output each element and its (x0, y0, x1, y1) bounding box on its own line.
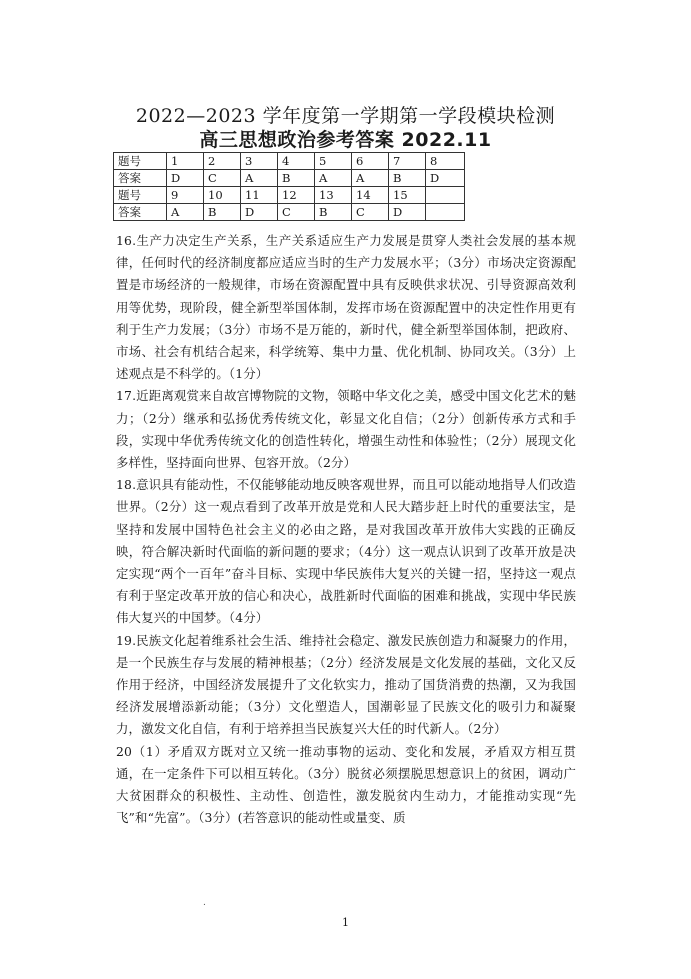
table-cell: 7 (389, 153, 426, 170)
table-row (114, 204, 465, 221)
table-cell: 13 (315, 187, 352, 204)
answer-q18: 18.意识具有能动性，不仅能够能动地反映客观世界，而且可以能动地指导人们改造世界。（2分）这一观点看到了改革开放是党和人民大踏步赶上时代的重要法宝，是坚持和发展中国特色社会主义的必由之路，是对我国改革开放伟大实践的正确反映，符合解决新时代面临的新问题的要求；（4分）这一观点认识到了改革开放是决定实现“两个一百年”奋斗目标、实现中华民族伟大复兴的关键一招，坚持这一观点有利于坚定改革开放的信心和决心，战胜新时代面临的困难和挑战，实现中华民族伟大复兴的中国梦。（4分） (116, 477, 576, 626)
table-header-cell: 答案 (114, 204, 167, 221)
table-header-cell: 题号 (114, 153, 167, 170)
answer-key-title: 高三思想政治参考答案 2022.11 (199, 129, 492, 151)
table-cell: 12 (278, 187, 315, 204)
table-row (114, 153, 465, 170)
table-cell: D (426, 170, 465, 187)
table-header-cell: 答案 (114, 170, 167, 187)
table-cell: 6 (352, 153, 389, 170)
table-cell: 15 (389, 187, 426, 204)
table-cell: 11 (241, 187, 278, 204)
table-cell: D (241, 204, 278, 221)
table-row (114, 170, 465, 187)
table-cell: C (278, 204, 315, 221)
table-cell: C (352, 204, 389, 221)
answer-q20: 20（1）矛盾双方既对立又统一推动事物的运动、变化和发展，矛盾双方相互贯通，在一定条件下可以相互转化。（3分）脱贫必须摆脱思想意识上的贫困，调动广大贫困群众的积极性、主动性、创造性，激发脱贫内生动力，才能推动实现“先飞”和“先富”。（3分）(若答意识的能动性或量变、质 (116, 743, 576, 826)
table-cell: 14 (352, 187, 389, 204)
table-cell: 2 (204, 153, 241, 170)
table-cell: 3 (241, 153, 278, 170)
table-header-cell: 题号 (114, 187, 167, 204)
table-cell: 10 (204, 187, 241, 204)
table-cell: C (204, 170, 241, 187)
table-cell: D (167, 170, 204, 187)
answer-q16: 16.生产力决定生产关系，生产关系适应生产力发展是贯穿人类社会发展的基本规律，任何时代的经济制度都应适应当时的生产力发展水平；（3分）市场决定资源配置是市场经济的一般规律，市场在资源配置中具有反映供求状况、引导资源高效利用等优势，现阶段，健全新型举国体制，发挥市场在资源配置中的决定性作用更有利于生产力发展；（3分）市场不是万能的，新时代，健全新型举国体制，把政府、市场、社会有机结合起来，科学统筹、集中力量、优化机制、协同攻关。（3分）上述观点是不科学的。（1分） (116, 233, 576, 382)
table-cell: A (241, 170, 278, 187)
table-cell: 5 (315, 153, 352, 170)
table-cell: 1 (167, 153, 204, 170)
exam-title: 2022—2023 学年度第一学期第一学段模块检测 (135, 105, 556, 127)
table-cell: 9 (167, 187, 204, 204)
table-cell: A (315, 170, 352, 187)
table-cell: B (204, 204, 241, 221)
table-cell: B (389, 170, 426, 187)
table-cell: B (278, 170, 315, 187)
stray-dot: . (203, 898, 206, 908)
table-cell: 8 (426, 153, 465, 170)
table-cell: 4 (278, 153, 315, 170)
table-cell: A (167, 204, 204, 221)
page-number: 1 (342, 916, 349, 929)
table-cell: B (315, 204, 352, 221)
table-cell (426, 187, 465, 204)
answer-body (116, 230, 576, 829)
table-cell: A (352, 170, 389, 187)
table-cell (426, 204, 465, 221)
table-cell: D (389, 204, 426, 221)
table-row (114, 187, 465, 204)
answer-q19: 19.民族文化起着维系社会生活、维持社会稳定、激发民族创造力和凝聚力的作用，是一个民族生存与发展的精神根基；（2分）经济发展是文化发展的基础，文化又反作用于经济，中国经济发展提升了文化软实力，推动了国货消费的热潮，又为我国经济发展增添新动能；（3分）文化塑造人，国潮彰显了民族文化的吸引力和凝聚力，激发文化自信，有利于培养担当民族复兴大任的时代新人。（2分） (116, 632, 576, 737)
answer-q17: 17.近距离观赏来自故宫博物院的文物，领略中华文化之美，感受中国文化艺术的魅力；（2分）继承和弘扬优秀传统文化，彰显文化自信；（2分）创新传承方式和手段，实现中华优秀传统文化的创造性转化，增强生动性和体验性；（2分）展现文化多样性，坚持面向世界、包容开放。（2分） (116, 388, 576, 471)
answer-table (113, 152, 465, 221)
